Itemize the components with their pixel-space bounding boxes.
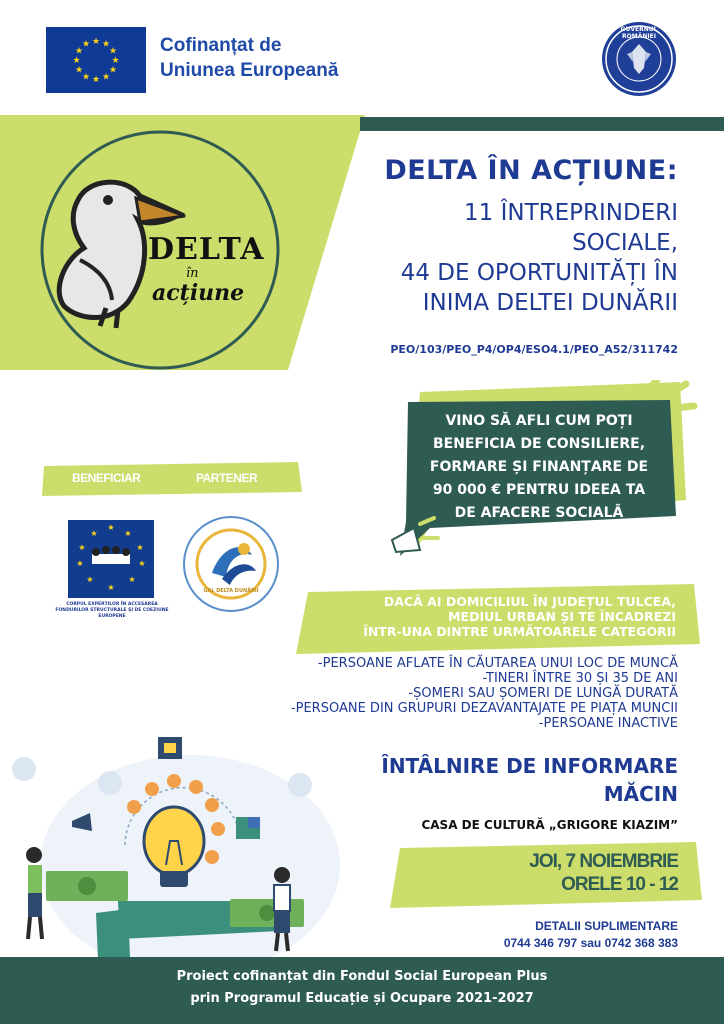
eu-cofinance-text: [160, 33, 338, 83]
svg-text:★: ★: [108, 65, 118, 76]
svg-text:★: ★: [101, 72, 111, 83]
logo-word-actiune: acțiune: [152, 280, 245, 306]
logo-word-in: în: [186, 266, 199, 281]
svg-text:★: ★: [81, 39, 91, 50]
gov-seal-text: GUVERNUL ROMÂNIEI: [620, 26, 658, 40]
footer-line: Proiect cofinanțat din Fondul Social European Plus: [176, 969, 548, 984]
svg-text:★: ★: [91, 75, 101, 85]
partener-logo-text: GAL DELTA DUNĂRII: [203, 588, 259, 594]
svg-text:★: ★: [86, 575, 94, 584]
svg-text:★: ★: [111, 56, 120, 66]
list-item: -PERSOANE AFLATE ÎN CĂUTAREA UNUI LOC DE MUNCĂ: [317, 656, 678, 671]
meeting-time: ORELE 10 - 12: [561, 874, 678, 895]
criteria-line: DACĂ AI DOMICILIUL ÎN JUDEȚUL TULCEA,: [383, 594, 676, 609]
svg-text:★: ★: [72, 56, 81, 66]
subtitle-line: INIMA DELTEI DUNĂRII: [422, 290, 678, 316]
criteria-intro: [296, 594, 676, 639]
meeting-venue: CASA DE CULTURĂ „GRIGORE KIAZIM”: [421, 818, 678, 832]
bubble-line: FORMARE ȘI FINANȚARE DE: [429, 459, 649, 475]
list-item: -PERSOANE INACTIVE: [538, 716, 678, 731]
svg-text:★: ★: [108, 46, 118, 57]
logo-word-delta: DELTA: [148, 232, 265, 267]
categories-list: [291, 656, 678, 731]
svg-text:★: ★: [74, 65, 84, 76]
list-item: -TINERI ÎNTRE 30 ȘI 35 DE ANI: [482, 671, 678, 686]
svg-text:★: ★: [124, 529, 132, 538]
eu-line-2: Uniunea Europeană: [160, 60, 339, 81]
eu-flag-logo: [46, 27, 146, 93]
subtitle-line: 44 DE OPORTUNITĂȚI ÎN: [400, 260, 678, 286]
svg-text:★: ★: [74, 46, 84, 57]
list-item: -PERSOANE DIN GRUPURI DEZAVANTAJATE PE PIAȚA MUNCII: [290, 701, 678, 716]
svg-text:★: ★: [78, 543, 86, 552]
criteria-line: MEDIUL URBAN ȘI TE ÎNCADREZI: [448, 609, 676, 624]
subtitle-line: 11 ÎNTREPRINDERI: [464, 200, 678, 226]
meeting-title: [381, 752, 678, 808]
business-idea-illustration: [0, 725, 340, 965]
svg-text:★: ★: [76, 559, 84, 568]
bubble-line: BENEFICIA DE CONSILIERE,: [432, 436, 646, 452]
beneficiar-caption: CORPUL EXPERȚILOR ÎN ACCESAREA FONDURILOR STRUCTURALE ȘI DE COEZIUNE EUROPENE: [55, 602, 169, 619]
eu-line-1: Cofinanțat de: [160, 35, 282, 56]
meeting-title-line: ÎNTÂLNIRE DE INFORMARE: [381, 754, 678, 778]
teal-top-bar: [360, 117, 724, 131]
partener-logo: [182, 515, 280, 613]
svg-text:★: ★: [128, 575, 136, 584]
main-title: DELTA ÎN ACȚIUNE:: [384, 155, 678, 186]
svg-text:★: ★: [90, 529, 98, 538]
bubble-line: DE AFACERE SOCIALĂ: [454, 505, 624, 521]
svg-text:★: ★: [107, 583, 115, 592]
bubble-line: VINO SĂ AFLI CUM POȚI: [445, 413, 633, 429]
phone-numbers: 0744 346 797 sau 0742 368 383: [503, 936, 678, 950]
svg-text:★: ★: [81, 72, 91, 83]
footer-text: [0, 966, 724, 1010]
svg-text:★: ★: [91, 37, 101, 47]
bubble-text: [408, 410, 670, 525]
beneficiar-logo: [68, 520, 154, 598]
footer-line: prin Programul Educație și Ocupare 2021-2027: [190, 991, 534, 1006]
subtitle: [401, 198, 678, 318]
meeting-date: JOI, 7 NOIEMBRIE: [529, 851, 678, 872]
subtitle-line: SOCIALE,: [572, 230, 678, 256]
meeting-datetime: [529, 850, 678, 896]
details-label: DETALII SUPLIMENTARE: [535, 919, 678, 933]
svg-text:★: ★: [138, 559, 146, 568]
beneficiar-label: BENEFICIAR: [72, 471, 141, 485]
bubble-line: 90 000 € PENTRU IDEEA TA: [432, 482, 646, 498]
project-code: PEO/103/PEO_P4/OP4/ESO4.1/PEO_A52/311742: [390, 343, 678, 356]
svg-text:★: ★: [107, 523, 115, 532]
svg-text:★: ★: [136, 543, 144, 552]
meeting-city: MĂCIN: [603, 782, 678, 806]
contact-details: [504, 918, 678, 952]
criteria-line: ÎNTR-UNA DINTRE URMĂTOARELE CATEGORII: [363, 624, 676, 639]
partener-label: PARTENER: [196, 471, 258, 485]
list-item: -ȘOMERI SAU ȘOMERI DE LUNGĂ DURATĂ: [408, 686, 678, 701]
svg-text:★: ★: [101, 39, 111, 50]
